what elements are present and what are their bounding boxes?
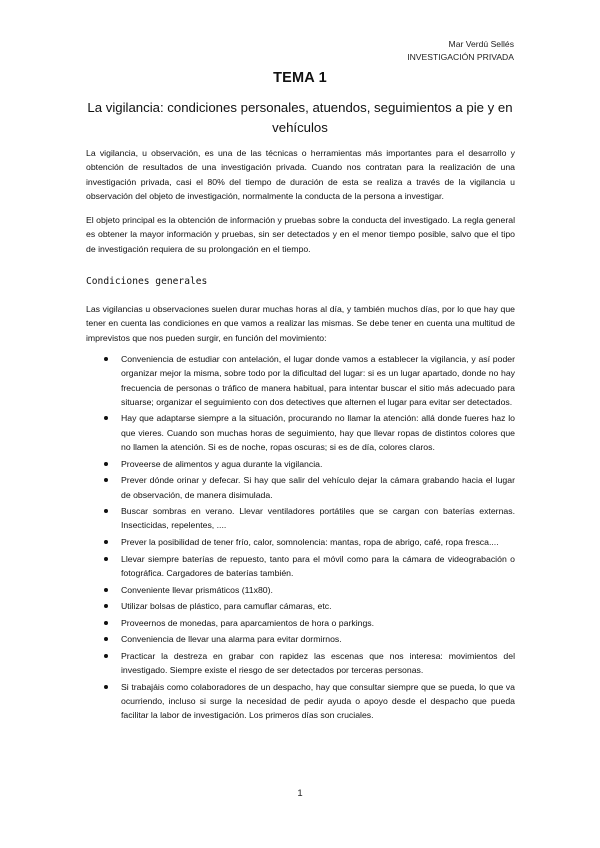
bullet-icon: [104, 621, 108, 625]
list-item-text: Llevar siempre baterías de repuesto, tanto para el móvil como para la cámara de videograbación o fotográfica. Cargadores de baterías también.: [121, 553, 515, 578]
bullet-icon: [104, 685, 108, 689]
list-item: [86, 552, 515, 581]
bullet-icon: [104, 540, 108, 544]
list-item-text: Hay que adaptarse siempre a la situación, procurando no llamar la atención: allá donde fueres haz lo que vieres. Cuando son muchas horas de seguimiento, hay que llevar ropas de distintos colores que no llamen la atención. Si es de noche, ropas oscuras; si es de día, colores claros.: [121, 413, 515, 453]
list-item: [86, 473, 515, 502]
list-item-text: Si trabajáis como colaboradores de un despacho, hay que consultar siempre que se pueda, lo que va ocurriendo, incluso si surge la necesidad de pedir ayuda o apoyo desde el despacho que pueda facilitar la labor de investigación. Los primeros días son cruciales.: [121, 681, 515, 721]
header-author: Mar Verdú Sellés: [448, 39, 514, 49]
list-item-text: Prever la posibilidad de tener frío, calor, somnolencia: mantas, ropa de abrigo, café, ropa fresca....: [121, 537, 499, 548]
document-subtitle: La vigilancia: condiciones personales, atuendos, seguimientos a pie y en vehículos: [87, 100, 513, 135]
header-subject: INVESTIGACIÓN PRIVADA: [407, 51, 514, 62]
bullet-icon: [104, 557, 108, 561]
list-item: [86, 535, 515, 549]
conditions-list: [86, 352, 515, 725]
list-item: [86, 504, 515, 533]
list-item-text: Proveerse de alimentos y agua durante la vigilancia.: [121, 458, 323, 469]
bullet-icon: [104, 416, 108, 420]
bullet-icon: [104, 654, 108, 658]
bullet-icon: [104, 509, 108, 513]
bullet-icon: [104, 478, 108, 482]
list-item: [86, 352, 515, 409]
list-item: [86, 616, 515, 630]
bullet-icon: [104, 637, 108, 641]
list-item: [86, 457, 515, 471]
list-item-text: Conveniencia de llevar una alarma para evitar dormirnos.: [121, 634, 342, 645]
list-item: [86, 411, 515, 454]
paragraph-conditions: Las vigilancias u observaciones suelen durar muchas horas al día, y también muchos días, por lo que hay que tener en cuenta las condiciones en que vamos a realizar las mismas. Se debe tener en cuenta una multitud de imprevistos que nos pueden surgir, en función del movimiento:: [86, 304, 515, 343]
page-number: 1: [297, 788, 303, 799]
list-item-text: Conveniente llevar prismáticos (11x80).: [121, 584, 273, 595]
bullet-icon: [104, 357, 108, 361]
paragraph-intro: La vigilancia, u observación, es una de las técnicas o herramientas más importantes para el desarrollo y obtención de resultados de una investigación privada. Cuando nos contratan para la realización de una investigación privada, casi el 80% del tiempo de duración de esta se realiza a través de la vigilancia u observación del objeto de investigación, normalmente la conducta de la persona a investigar.: [86, 148, 515, 201]
bullet-icon: [104, 604, 108, 608]
document-title: TEMA 1: [273, 70, 327, 86]
bullet-icon: [104, 588, 108, 592]
list-item-text: Utilizar bolsas de plástico, para camuflar cámaras, etc.: [121, 601, 332, 612]
bullet-icon: [104, 462, 108, 466]
list-item-text: Conveniencia de estudiar con antelación, el lugar donde vamos a establecer la vigilancia, y así poder organizar mejor la misma, sobre todo por la dificultad del lugar: si es un lugar apartado, donde no hay frecuencia de personas o tráfico de manera habitual, para intentar buscar el sitio más adecuado para situarse; organizar el seguimiento con dos detectives que alternen el lugar para evitar ser detectados.: [121, 354, 515, 407]
section-heading: Condiciones generales: [86, 276, 208, 287]
paragraph-objective: El objeto principal es la obtención de información y pruebas sobre la conducta del investigado. La regla general es obtener la mayor información y pruebas, sin ser detectados y en el menor tiempo posible, salvo que el tipo de investigación requiera de su prolongación en el tiempo.: [86, 215, 515, 254]
list-item: [86, 649, 515, 678]
page-header: [407, 38, 514, 63]
list-item-text: Buscar sombras en verano. Llevar ventiladores portátiles que se cargan con baterías externas. Insecticidas, repelentes, ....: [121, 506, 515, 531]
list-item-text: Prever dónde orinar y defecar. Si hay que salir del vehículo dejar la cámara grabando hacia el lugar de observación, de manera disimulada.: [121, 475, 515, 500]
list-item: [86, 680, 515, 723]
list-item: [86, 599, 515, 613]
list-item: [86, 632, 515, 646]
list-item-text: Proveernos de monedas, para aparcamientos de hora o parkings.: [121, 617, 375, 628]
list-item: [86, 583, 515, 597]
list-item-text: Practicar la destreza en grabar con rapidez las escenas que nos interesa: movimientos del investigado. Siempre existe el riesgo de ser detectados por terceras personas.: [121, 650, 515, 676]
